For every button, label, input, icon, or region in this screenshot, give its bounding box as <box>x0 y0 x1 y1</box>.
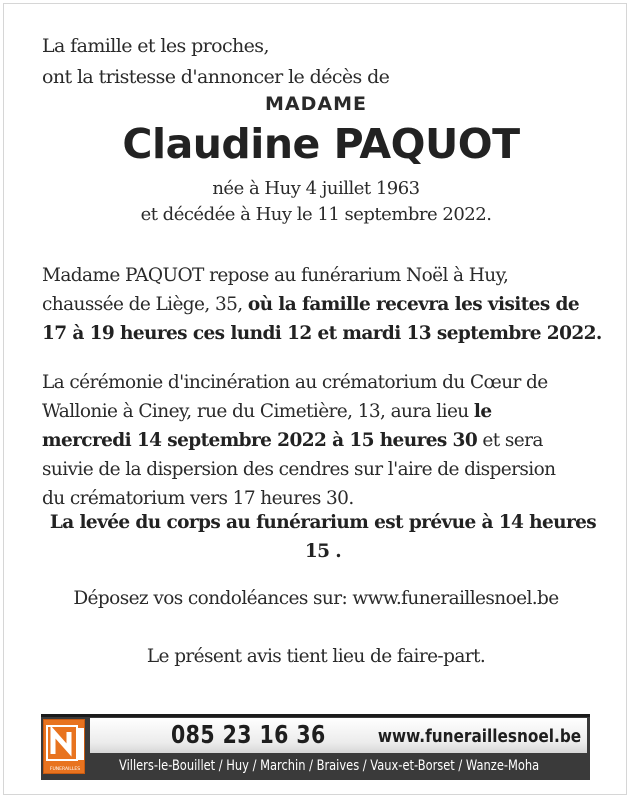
visitation-paragraph <box>42 261 612 348</box>
condolences-line: Déposez vos condoléances sur: www.funeraillesnoel.be <box>73 588 559 609</box>
website-link[interactable]: www.funeraillesnoel.be <box>377 726 581 747</box>
intro-line-2: ont la tristesse d'annoncer le décès de <box>42 66 390 88</box>
ceremony-line-2 <box>42 397 612 426</box>
visitation-line-3 <box>42 319 612 348</box>
notice-line: Le présent avis tient lieu de faire-part. <box>146 646 486 667</box>
funeral-home-banner <box>41 714 590 780</box>
ceremony-line-3 <box>42 426 612 455</box>
levee-line-1: La levée du corps au funérarium est prévue à 14 heures <box>49 512 597 533</box>
ceremony-line-5: du crématorium vers 17 heures 30. <box>42 488 354 509</box>
visitation-line-3-bold: 17 à 19 heures ces lundi 12 et mardi 13 septembre 2022. <box>42 323 602 344</box>
funeral-home-logo <box>43 719 85 774</box>
death-line: et décédée à Huy le 11 septembre 2022. <box>140 204 492 225</box>
ceremony-line-1: La cérémonie d'incinération au crématorium du Cœur de <box>42 372 548 393</box>
ceremony-line-3-bold: mercredi 14 septembre 2022 à 15 heures 30 <box>42 430 478 451</box>
banner-contact-strip <box>90 718 587 753</box>
phone-number: 085 23 16 36 <box>171 720 326 749</box>
ceremony-line-2-plain: Wallonie à Ciney, rue du Cimetière, 13, aura lieu <box>42 401 474 422</box>
logo-wordmark: FUNERAILLES <box>49 767 81 772</box>
visitation-line-1: Madame PAQUOT repose au funérarium Noël à Huy, <box>42 265 509 286</box>
ceremony-line-4: suivie de la dispersion des cendres sur l'aire de dispersion <box>42 459 556 480</box>
visitation-line-2 <box>42 290 612 319</box>
ceremony-line-3-plain: et sera <box>477 430 543 451</box>
intro-line-1: La famille et les proches, <box>42 35 269 57</box>
ceremony-line-2-bold: le <box>473 401 492 422</box>
ceremony-paragraph <box>42 368 612 513</box>
visitation-line-2-bold: où la famille recevra les visites de <box>247 294 580 315</box>
visitation-line-2-plain: chaussée de Liège, 35, <box>42 294 248 315</box>
levee-paragraph <box>38 508 608 566</box>
life-dates <box>0 176 632 228</box>
birth-line: née à Huy 4 juillet 1963 <box>212 178 420 199</box>
locations-list: Villers-le-Bouillet / Huy / Marchin / Braives / Vaux-et-Borset / Wanze-Moha <box>119 758 540 774</box>
levee-line-2: 15 . <box>304 541 342 562</box>
salutation: MADAME <box>265 93 367 115</box>
intro-text <box>42 31 389 93</box>
deceased-name: Claudine PAQUOT <box>122 120 520 168</box>
